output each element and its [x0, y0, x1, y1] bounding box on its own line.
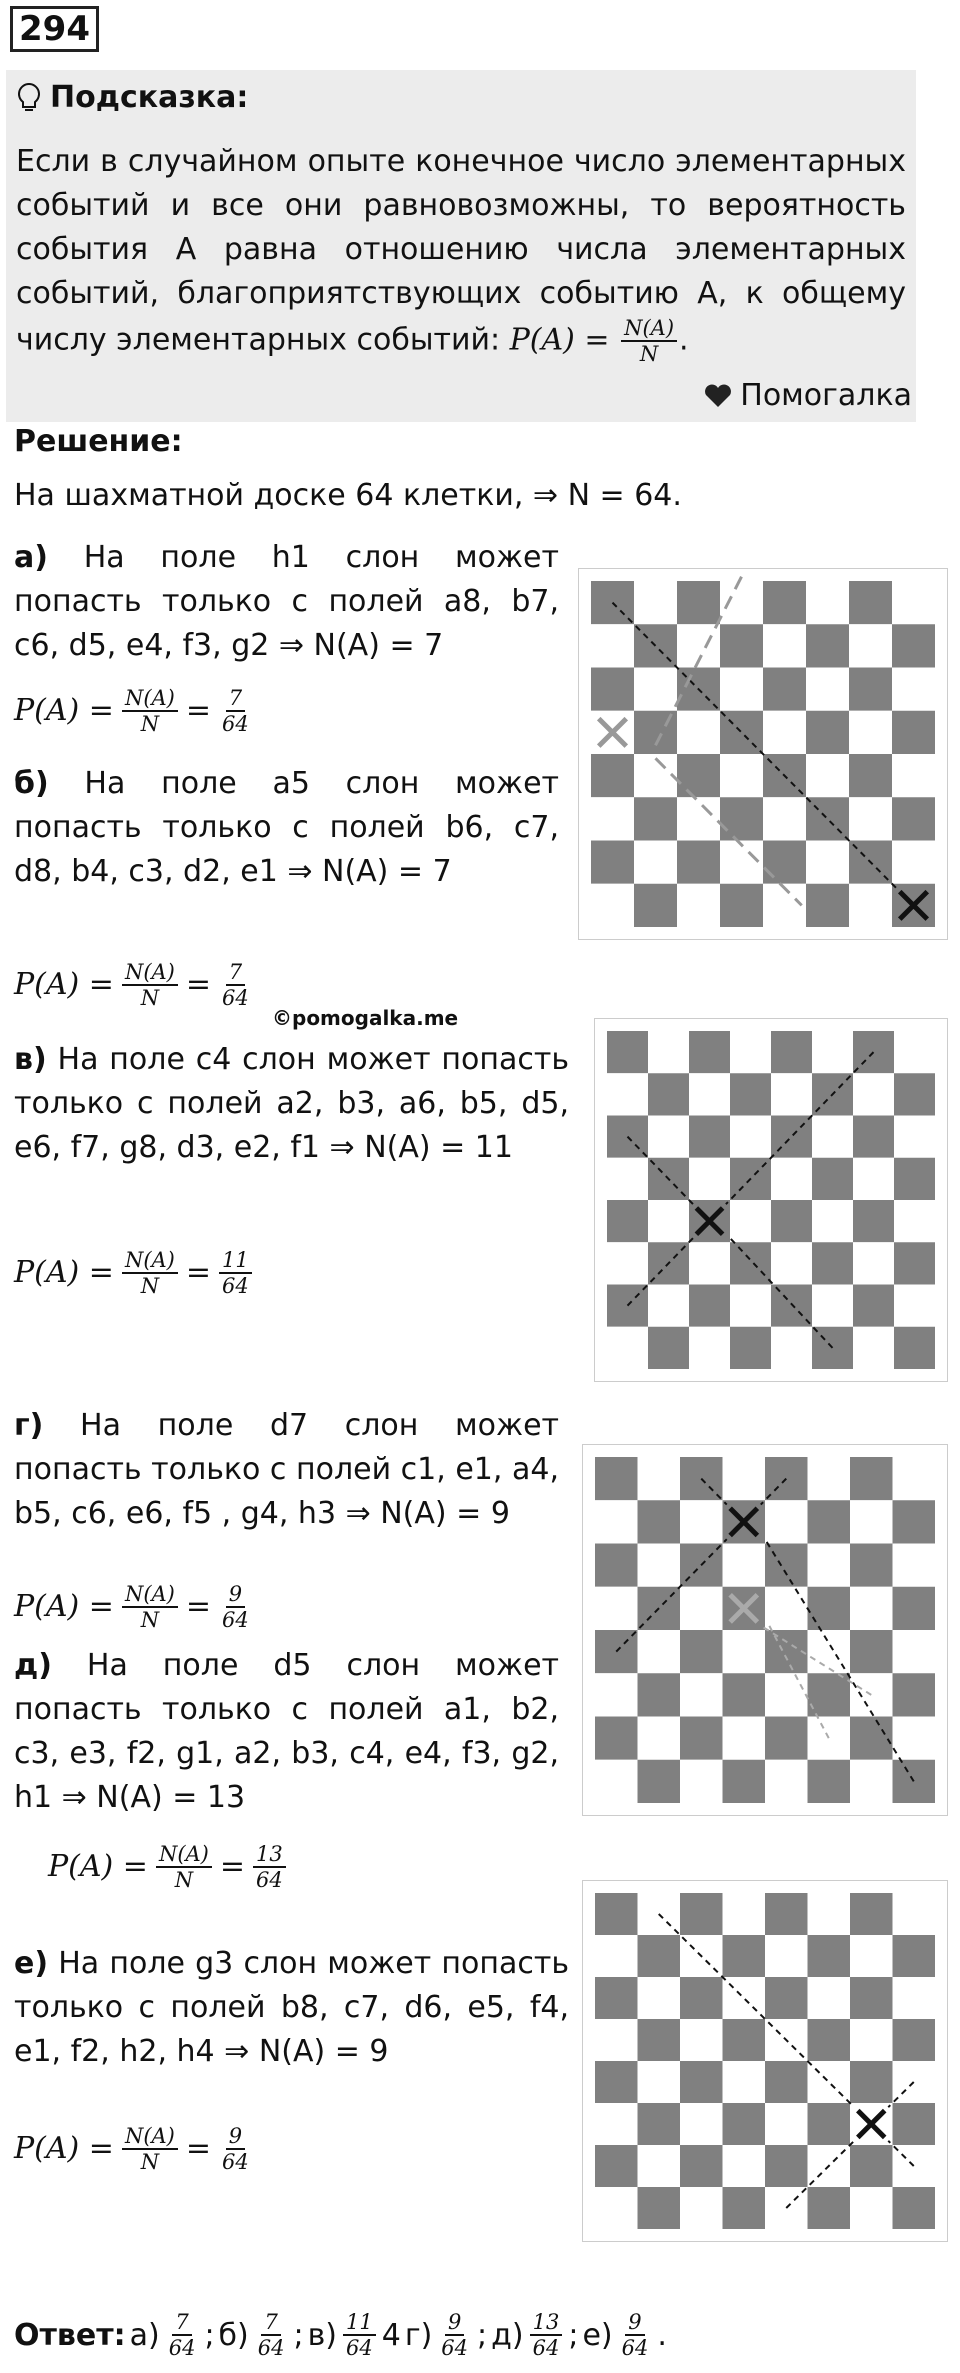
board-square [892, 624, 935, 667]
board-square [595, 1500, 638, 1543]
board-square [806, 624, 849, 667]
board-square [680, 1717, 723, 1760]
board-square [591, 841, 634, 884]
board-square [677, 884, 720, 927]
board-square [677, 797, 720, 840]
board-square [638, 1500, 681, 1543]
board-square [607, 1158, 648, 1200]
board-square [723, 1630, 766, 1673]
board-square [808, 1500, 851, 1543]
section-b: б) На поле a5 слон может попасть только с полей b6, c7, d8, b4, c3, d2, e1 ⇒ N(A) = 7 [14, 766, 559, 889]
board-square [892, 668, 935, 711]
board-square [723, 2187, 766, 2229]
board-square [808, 1977, 851, 2019]
board-square [689, 1242, 730, 1284]
hint-fraction: $\frac{N(A)}{N}$ [621, 316, 677, 366]
board-square [638, 1717, 681, 1760]
board-square [853, 1116, 894, 1158]
board-square [763, 668, 806, 711]
board-square [893, 1673, 936, 1716]
board-square [591, 668, 634, 711]
board-square [720, 754, 763, 797]
prob-d: P(A) = $\frac{N(A)}{N}$ = $\frac{9}{64}$ [14, 1582, 249, 1632]
board-square [894, 1031, 935, 1073]
board-square [730, 1116, 771, 1158]
board-square [763, 624, 806, 667]
board-square [648, 1285, 689, 1327]
board-square [730, 1242, 771, 1284]
board-square [853, 1200, 894, 1242]
board-square [723, 1673, 766, 1716]
board-square [638, 2019, 681, 2061]
board-square [808, 1893, 851, 1935]
board-square [849, 624, 892, 667]
board-square [850, 2061, 893, 2103]
board-square [607, 1200, 648, 1242]
board-square [680, 2187, 723, 2229]
board-square [765, 2061, 808, 2103]
board-square [648, 1073, 689, 1115]
board-square [648, 1327, 689, 1369]
board-square [638, 1977, 681, 2019]
board-square [771, 1158, 812, 1200]
board-square [850, 1893, 893, 1935]
board-square [771, 1116, 812, 1158]
board-square [850, 1977, 893, 2019]
hint-text: Если в случайном опыте конечное число элементарных событий и все они равновозможны, то вероятность события А равна отношению числа элементарных событий, благоприятствующих событию А, к общему числу элементарных событий: P(A) = $\frac{N(A)}{N}$ . [16, 144, 906, 366]
board-square [812, 1285, 853, 1327]
board-square [680, 1500, 723, 1543]
board-square [853, 1158, 894, 1200]
brand-link[interactable]: Помогалка [704, 378, 912, 413]
board-square [638, 2103, 681, 2145]
board-square [894, 1158, 935, 1200]
board-square [850, 1544, 893, 1587]
board-square [812, 1242, 853, 1284]
board-square [892, 797, 935, 840]
board-square [680, 1977, 723, 2019]
board-square [677, 754, 720, 797]
board-square [893, 1587, 936, 1630]
board-square [648, 1031, 689, 1073]
board-square [894, 1285, 935, 1327]
chessboard-d-e [582, 1444, 948, 1816]
board-square [595, 2103, 638, 2145]
board-square [893, 1977, 936, 2019]
board-square [723, 1544, 766, 1587]
board-square [812, 1158, 853, 1200]
board-square [595, 2019, 638, 2061]
board-square [812, 1031, 853, 1073]
board-square [850, 1500, 893, 1543]
board-square [680, 1673, 723, 1716]
board-square [720, 797, 763, 840]
board-square [638, 1673, 681, 1716]
board-square [850, 1457, 893, 1500]
board-square [730, 1200, 771, 1242]
board-square [806, 754, 849, 797]
section-c: в) На поле c4 слон может попасть только с полей a2, b3, a6, b5, d5, e6, f7, g8, d3, e2, f1 ⇒ N(A) = 11 [14, 1042, 569, 1165]
board-square [894, 1242, 935, 1284]
board-square [591, 797, 634, 840]
board-square [893, 1717, 936, 1760]
board-square [812, 1116, 853, 1158]
intro-text: На шахматной доске 64 клетки, ⇒ N = 64. [14, 478, 682, 513]
board-square [849, 754, 892, 797]
board-square [771, 1073, 812, 1115]
board-square [765, 1760, 808, 1803]
board-square [680, 1893, 723, 1935]
board-square [723, 1977, 766, 2019]
board-square [765, 1587, 808, 1630]
board-square [892, 841, 935, 884]
board-square [763, 884, 806, 927]
board-square [595, 1457, 638, 1500]
board-square [894, 1200, 935, 1242]
prob-c: P(A) = $\frac{N(A)}{N}$ = $\frac{11}{64}$ [14, 1248, 254, 1298]
board-square [689, 1158, 730, 1200]
board-square [849, 711, 892, 754]
solution-heading: Решение: [14, 424, 183, 459]
board-square [680, 1760, 723, 1803]
board-square [634, 668, 677, 711]
section-f: е) На поле g3 слон может попасть только с полей b8, c7, d6, e5, f4, e1, f2, h2, h4 ⇒ N(A) = 9 [14, 1946, 569, 2069]
board-square [638, 2061, 681, 2103]
board-square [634, 797, 677, 840]
board-square [595, 1935, 638, 1977]
board-square [765, 1935, 808, 1977]
watermark: ©pomogalka.me [272, 1006, 459, 1030]
lightbulb-icon [16, 82, 42, 114]
board-square [765, 1717, 808, 1760]
board-square [806, 841, 849, 884]
board-square [765, 1893, 808, 1935]
board-square [595, 2061, 638, 2103]
prob-a: P(A) = $\frac{N(A)}{N}$ = $\frac{7}{64}$ [14, 686, 249, 736]
board-square [765, 2145, 808, 2187]
board-square [595, 1587, 638, 1630]
board-square [689, 1327, 730, 1369]
board-square [607, 1242, 648, 1284]
board-square [849, 581, 892, 624]
board-square [808, 1673, 851, 1716]
board-square [680, 2103, 723, 2145]
board-square [723, 2019, 766, 2061]
board-square [634, 841, 677, 884]
board-square [723, 2061, 766, 2103]
board-square [771, 1327, 812, 1369]
board-square [680, 1587, 723, 1630]
board-square [607, 1031, 648, 1073]
board-square [638, 1760, 681, 1803]
board-square [765, 1500, 808, 1543]
board-square [771, 1031, 812, 1073]
board-square [853, 1073, 894, 1115]
board-square [723, 2103, 766, 2145]
board-square [808, 2187, 851, 2229]
board-square [689, 1031, 730, 1073]
section-e: д) На поле d5 слон может попасть только с полей a1, b2, c3, e3, f2, g1, a2, b3, c4, e4, f3, g2, h1 ⇒ N(A) = 13 [14, 1648, 559, 1815]
board-square [806, 668, 849, 711]
board-square [595, 1760, 638, 1803]
board-square [607, 1073, 648, 1115]
board-square [765, 2103, 808, 2145]
board-square [634, 581, 677, 624]
board-square [765, 1544, 808, 1587]
board-square [850, 1587, 893, 1630]
board-square [720, 624, 763, 667]
board-square [595, 1977, 638, 2019]
board-square [808, 1457, 851, 1500]
board-square [853, 1327, 894, 1369]
chessboard-c [594, 1018, 948, 1382]
board-square [894, 1116, 935, 1158]
board-square [720, 668, 763, 711]
board-square [765, 1673, 808, 1716]
board-square [638, 2145, 681, 2187]
board-square [893, 1500, 936, 1543]
board-square [723, 1717, 766, 1760]
chessboard-a-b [578, 568, 948, 940]
board-square [850, 2019, 893, 2061]
board-square [893, 1630, 936, 1673]
board-square [723, 2145, 766, 2187]
board-square [680, 1630, 723, 1673]
board-square [771, 1200, 812, 1242]
board-square [808, 2103, 851, 2145]
prob-e: P(A) = $\frac{N(A)}{N}$ = $\frac{13}{64}$ [48, 1842, 288, 1892]
board-square [634, 754, 677, 797]
board-square [763, 797, 806, 840]
board-square [849, 668, 892, 711]
board-square [850, 1630, 893, 1673]
board-square [892, 754, 935, 797]
board-square [677, 711, 720, 754]
board-square [850, 1935, 893, 1977]
board-square [680, 2019, 723, 2061]
board-square [765, 1977, 808, 2019]
board-square [763, 841, 806, 884]
board-square [591, 754, 634, 797]
board-square [808, 1587, 851, 1630]
board-square [595, 1673, 638, 1716]
section-d: г) На поле d7 слон может попасть только с полей c1, e1, a4, b5, c6, e6, f5 , g4, h3 ⇒ N(A) = 9 [14, 1408, 559, 1531]
board-square [730, 1327, 771, 1369]
board-square [591, 884, 634, 927]
board-square [893, 2103, 936, 2145]
board-square [607, 1327, 648, 1369]
hint-body: Если в случайном опыте конечное число элементарных событий и все они равновозможны, то вероятность события А равна отношению числа элементарных событий, благоприятствующих событию А, к общему числу элементарных событий: [16, 144, 906, 358]
board-square [638, 2187, 681, 2229]
section-a: а) На поле h1 слон может попасть только с полей a8, b7, c6, d5, e4, f3, g2 ⇒ N(A) = 7 [14, 540, 559, 663]
board-square [853, 1242, 894, 1284]
board-square [849, 797, 892, 840]
board-square [723, 1893, 766, 1935]
board-square [893, 1893, 936, 1935]
board-square [850, 1717, 893, 1760]
chessboard-f [582, 1880, 948, 2242]
board-square [893, 1935, 936, 1977]
board-square [808, 2019, 851, 2061]
board-square [638, 1630, 681, 1673]
task-number: 294 [10, 6, 99, 52]
board-square [638, 1935, 681, 1977]
board-square [806, 711, 849, 754]
board-square [689, 1116, 730, 1158]
board-square [849, 884, 892, 927]
board-square [808, 1544, 851, 1587]
board-square [720, 841, 763, 884]
board-square [595, 1893, 638, 1935]
board-square [771, 1242, 812, 1284]
prob-b: P(A) = $\frac{N(A)}{N}$ = $\frac{7}{64}$ [14, 960, 249, 1010]
board-square [730, 1073, 771, 1115]
board-square [648, 1116, 689, 1158]
board-square [723, 1935, 766, 1977]
board-square [680, 2061, 723, 2103]
answer: Ответ: а) $\frac{7}{64}$ ; б) $\frac{7}{64}$ ; в) $\frac{11}{64}$ 4 г) $\frac{9}{64}$ ; д) $\frac{13}{64}$ ; е) $\frac{9}{64}$ . [14, 2310, 667, 2360]
board-square [893, 2187, 936, 2229]
board-square [850, 1760, 893, 1803]
board-square [892, 581, 935, 624]
board-square [730, 1031, 771, 1073]
hint-formula: P(A) = [509, 322, 620, 358]
board-square [689, 1285, 730, 1327]
board-square [808, 1760, 851, 1803]
board-square [638, 1544, 681, 1587]
board-square [850, 2145, 893, 2187]
board-square [894, 1073, 935, 1115]
board-square [808, 1935, 851, 1977]
board-square [595, 1544, 638, 1587]
board-square [680, 2145, 723, 2187]
board-square [763, 711, 806, 754]
board-square [720, 884, 763, 927]
board-square [806, 581, 849, 624]
board-square [894, 1327, 935, 1369]
board-square [638, 1457, 681, 1500]
hint-title [16, 80, 248, 115]
board-square [806, 884, 849, 927]
board-square [720, 581, 763, 624]
board-square [730, 1285, 771, 1327]
board-square [595, 1717, 638, 1760]
board-square [677, 841, 720, 884]
board-square [677, 581, 720, 624]
board-square [648, 1200, 689, 1242]
heart-icon [704, 384, 732, 408]
hint-title-text: Подсказка: [50, 80, 249, 115]
board-square [812, 1200, 853, 1242]
board-square [634, 884, 677, 927]
board-square [595, 2145, 638, 2187]
board-square [893, 1544, 936, 1587]
board-square [723, 1760, 766, 1803]
board-square [893, 2019, 936, 2061]
board-square [595, 2187, 638, 2229]
board-square [723, 1457, 766, 1500]
board-square [892, 711, 935, 754]
board-square [850, 2187, 893, 2229]
board-square [689, 1073, 730, 1115]
board-square [893, 1457, 936, 1500]
board-square [763, 581, 806, 624]
board-square [591, 624, 634, 667]
board-square [853, 1285, 894, 1327]
prob-f: P(A) = $\frac{N(A)}{N}$ = $\frac{9}{64}$ [14, 2124, 249, 2174]
